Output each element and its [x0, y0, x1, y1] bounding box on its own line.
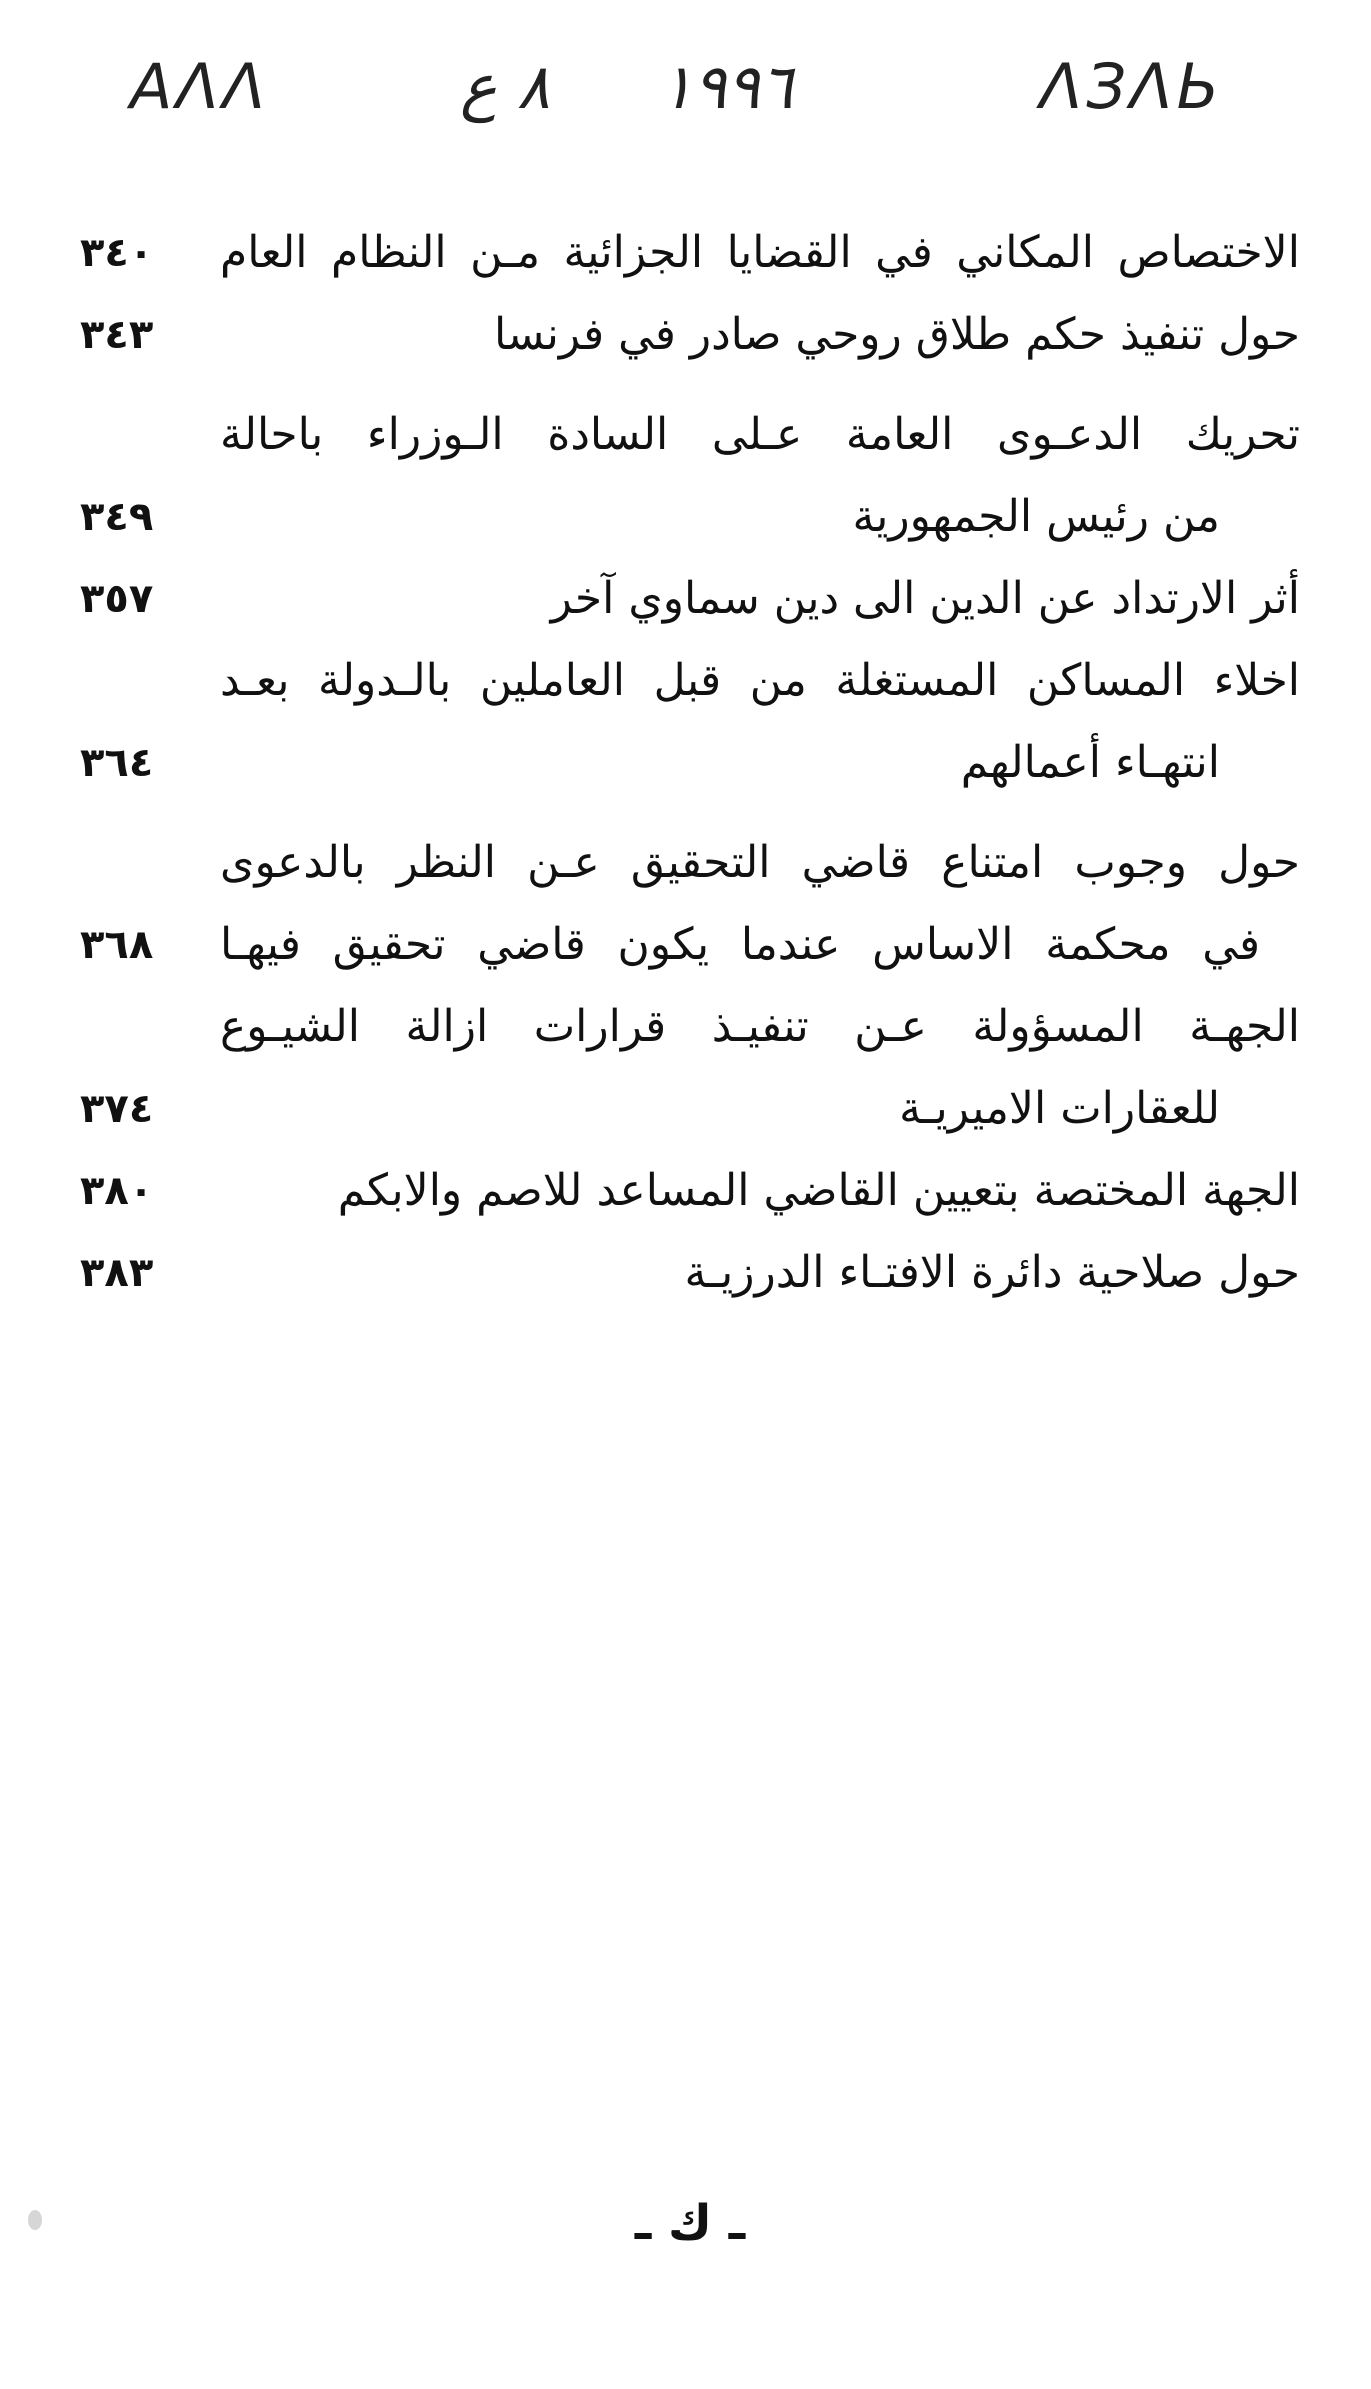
table-of-contents [70, 212, 1310, 1314]
toc-page-number: ٣٨٣ [80, 1250, 154, 1296]
toc-entry-title: اخلاء المساكن المستغلة من قبل العاملين بالـدولة بعـد [220, 655, 1300, 706]
annotation-year: ١٩٩٦ [660, 50, 794, 123]
toc-page-number: ٣٦٤ [80, 740, 154, 786]
toc-entry-title: حول تنفيذ حكم طلاق روحي صادر في فرنسا [493, 309, 1300, 360]
toc-page-number: ٣٤٣ [80, 312, 154, 358]
toc-page-number: ٣٤٠ [80, 230, 154, 276]
toc-entry [70, 986, 1310, 1150]
toc-entry-title: حول وجوب امتناع قاضي التحقيق عـن النظر بالدعوى [220, 837, 1300, 888]
toc-entry [70, 294, 1310, 376]
toc-entry [70, 1232, 1310, 1314]
toc-entry-title-continuation: من رئيس الجمهورية [852, 491, 1220, 542]
annotation-code-2: ٨ ع [460, 50, 551, 123]
toc-page-number: ٣٤٩ [80, 494, 154, 540]
toc-entry [70, 640, 1310, 804]
handwritten-annotation [130, 50, 1224, 160]
toc-page-number: ٣٦٨ [80, 922, 154, 968]
toc-page-number: ٣٧٤ [80, 1086, 154, 1132]
toc-entry-title-continuation: للعقارات الاميريـة [899, 1083, 1220, 1134]
toc-entry [70, 558, 1310, 640]
toc-entry [70, 1150, 1310, 1232]
toc-page-number: ٣٨٠ [80, 1168, 154, 1214]
scan-speck [28, 2210, 42, 2230]
toc-entry-title: أثر الارتداد عن الدين الى دين سماوي آخر [550, 573, 1300, 624]
toc-entry [70, 212, 1310, 294]
toc-entry-title: تحريك الدعـوى العامة عـلى السادة الـوزراء باحالة [220, 409, 1300, 460]
annotation-code-1: ΑΛΛ [130, 50, 270, 123]
toc-entry-title-continuation: في محكمة الاساس عندما يكون قاضي تحقيق فيهـا [220, 919, 1260, 970]
toc-entry [70, 394, 1310, 558]
toc-entry-title-continuation: انتهـاء أعمالهم [960, 737, 1220, 788]
page-marker: ـ ك ـ [634, 2195, 746, 2251]
annotation-code-4: ΛЗΛЬ [1040, 50, 1224, 123]
toc-entry-title: الجهة المختصة بتعيين القاضي المساعد للاصم والابكم [337, 1165, 1300, 1216]
toc-entry [70, 822, 1310, 986]
toc-entry-title: الجهـة المسؤولة عـن تنفيـذ قرارات ازالة الشيـوع [220, 1001, 1300, 1052]
toc-entry-title: الاختصاص المكاني في القضايا الجزائية مـن النظام العام [220, 227, 1300, 278]
toc-page-number: ٣٥٧ [80, 576, 154, 622]
toc-entry-title: حول صلاحية دائرة الافتـاء الدرزيـة [684, 1247, 1300, 1298]
